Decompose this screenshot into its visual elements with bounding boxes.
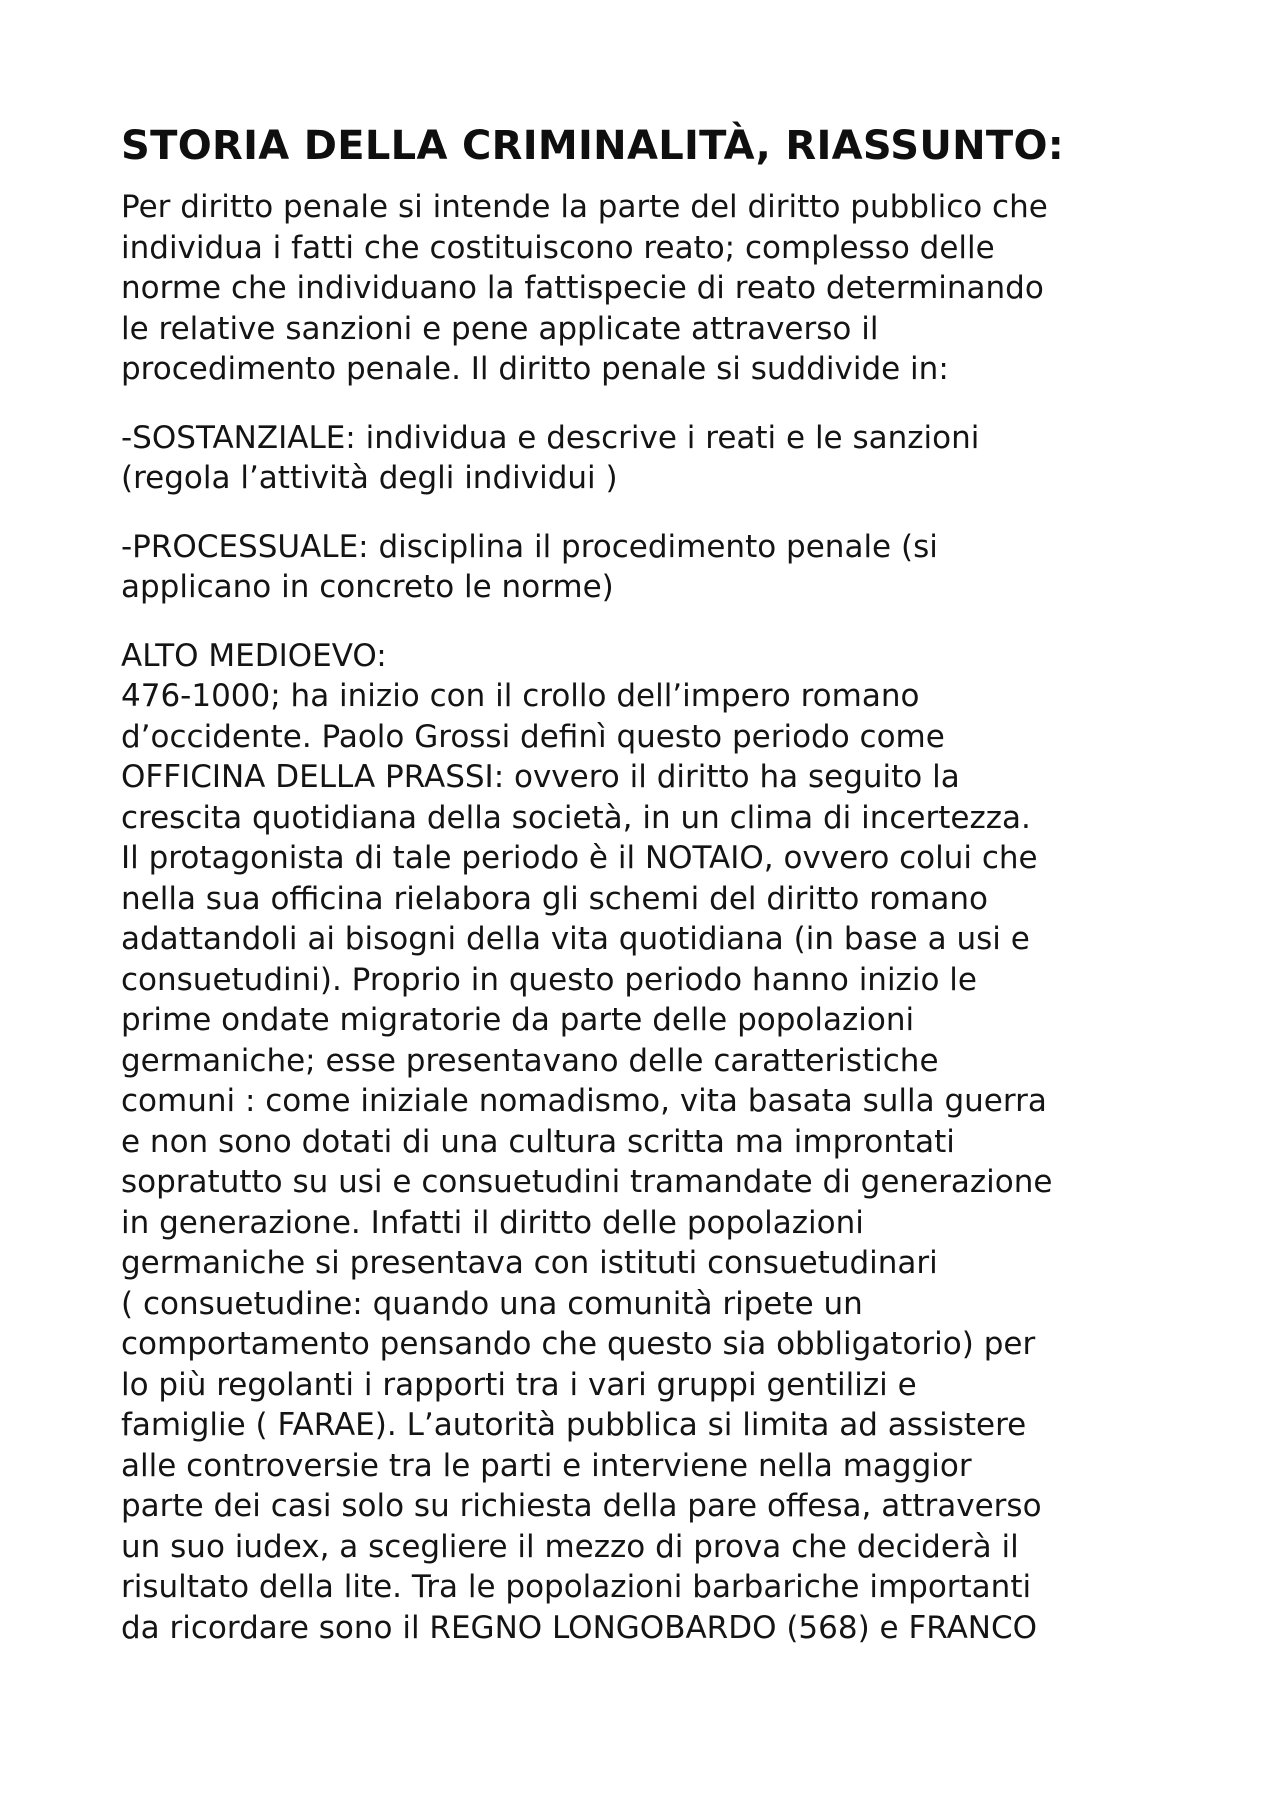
document-body <box>121 121 1181 1648</box>
paragraph-alto-medioevo: ALTO MEDIOEVO: 476-1000; ha inizio con il crollo dell’impero romano d’occidente. Paolo Grossi definì questo periodo come OFFICINA DELLA PRASSI: ovvero il diritto ha seguito la crescita quotidiana della società, in un clima di incertezza. Il protagonista di tale periodo è il NOTAIO, ovvero colui che nella sua officina rielabora gli schemi del diritto romano adattandoli ai bisogni della vita quotidiana (in base a usi e consuetudini). Proprio in questo periodo hanno inizio le prime ondate migratorie da parte delle popolazioni germaniche; esse presentavano delle caratteristiche comuni : come iniziale nomadismo, vita basata sulla guerra e non sono dotati di una cultura scritta ma improntati sopratutto su usi e consuetudini tramandate di generazione in generazione. Infatti il diritto delle popolazioni germaniche si presentava con istituti consuetudinari ( consuetudine: quando una comunità ripete un comportamento pensando che questo sia obbligatorio) per lo più regolanti i rapporti tra i vari gruppi gentilizi e famiglie ( FARAE). L’autorità pubblica si limita ad assistere alle controversie tra le parti e interviene nella maggior parte dei casi solo su richiesta della pare offesa, attraverso un suo iudex, a scegliere il mezzo di prova che deciderà il risultato della lite. Tra le popolazioni barbariche importanti da ricordare sono il REGNO LONGOBARDO (568) e FRANCO <box>121 637 1053 1646</box>
paragraph-processuale: -PROCESSUALE: disciplina il procedimento penale (si applicano in concreto le norme) <box>121 528 938 605</box>
page-title: STORIA DELLA CRIMINALITÀ, RIASSUNTO: <box>121 123 1065 169</box>
paragraph-sostanziale: -SOSTANZIALE: individua e descrive i reati e le sanzioni (regola l’attività degli individui ) <box>121 419 980 496</box>
paragraph-intro: Per diritto penale si intende la parte del diritto pubblico che individua i fatti che costituiscono reato; complesso delle norme che individuano la fattispecie di reato determinando le relative sanzioni e pene applicate attraverso il procedimento penale. Il diritto penale si suddivide in: <box>121 189 1048 387</box>
